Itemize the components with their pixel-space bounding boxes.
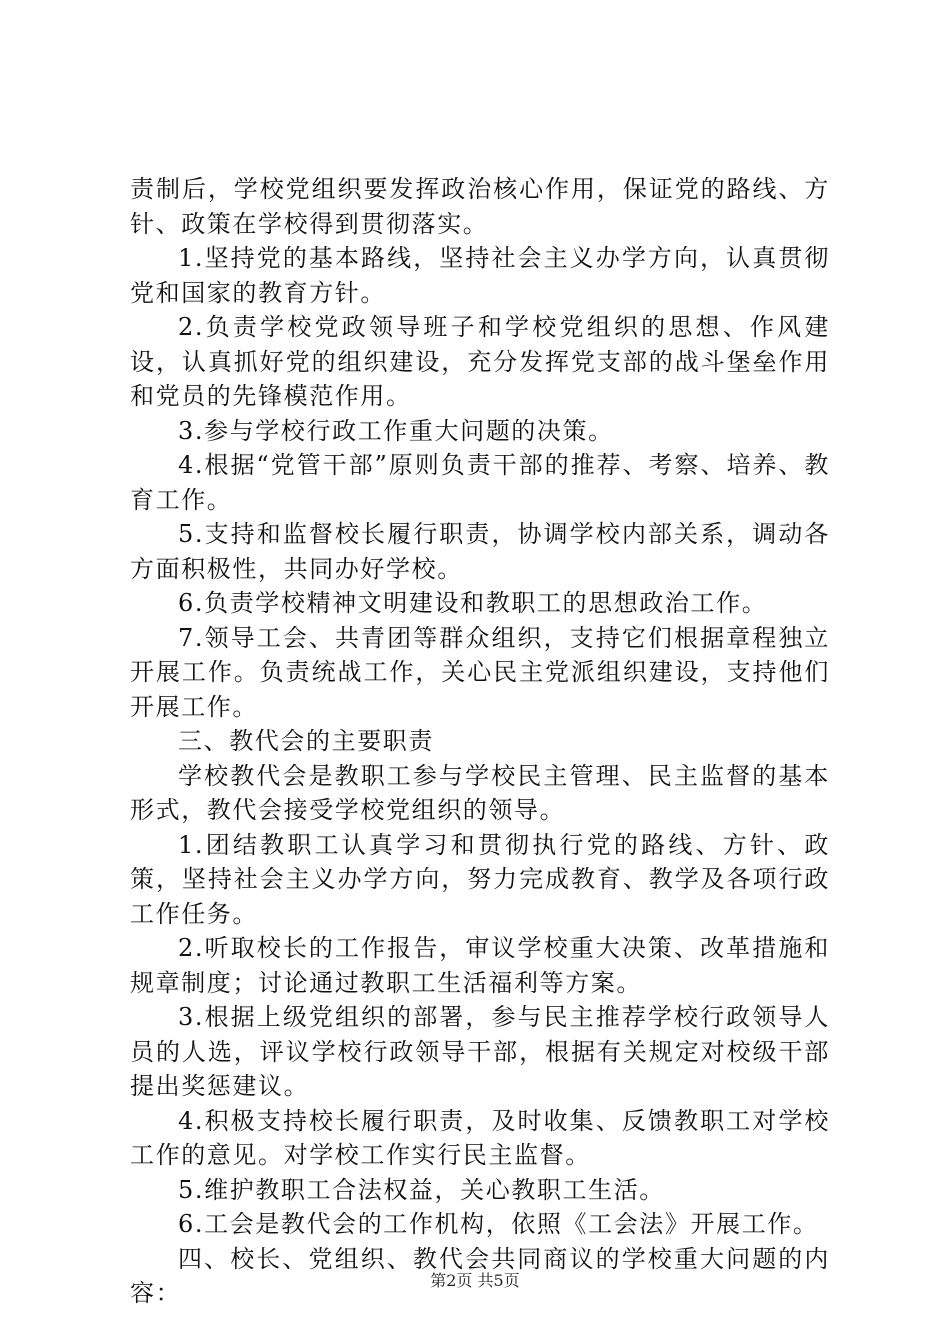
paragraph: 5.维护教职工合法权益，关心教职工生活。 [178,1175,665,1204]
paragraph: 2.听取校长的工作报告，审议学校重大决策、改革措施和规章制度；讨论通过教职工生活福利等方案。 [130,934,830,997]
paragraph: 7.领导工会、共青团等群众组织，支持它们根据章程独立开展工作。负责统战工作，关心民主党派组织建设，支持他们开展工作。 [130,623,830,721]
page-footer: 第2页 共5页 [430,1271,520,1290]
section-heading: 四、校长、党组织、教代会共同商议的学校重大问题的内容： [130,1244,830,1307]
paragraph: 责制后，学校党组织要发挥政治核心作用，保证党的路线、方针、政策在学校得到贯彻落实。 [130,175,830,238]
paragraph: 6.负责学校精神文明建设和教职工的思想政治工作。 [178,589,768,617]
paragraph: 6.工会是教代会的工作机构，依照《工会法》开展工作。 [178,1210,819,1238]
section-heading: 三、教代会的主要职责 [178,727,434,755]
paragraph: 1.坚持党的基本路线，坚持社会主义办学方向，认真贯彻党和国家的教育方针。 [130,244,830,307]
paragraph: 学校教代会是教职工参与学校民主管理、民主监督的基本形式，教代会接受学校党组织的领导。 [130,761,830,824]
paragraph: 1.团结教职工认真学习和贯彻执行党的路线、方针、政策，坚持社会主义办学方向，努力完成教育、教学及各项行政工作任务。 [130,830,830,928]
paragraph: 4.根据“党管干部”原则负责干部的推荐、考察、培养、教育工作。 [130,451,830,514]
document-body [130,172,830,1311]
paragraph: 3.参与学校行政工作重大问题的决策。 [178,416,614,445]
paragraph: 2.负责学校党政领导班子和学校党组织的思想、作风建设，认真抓好党的组织建设，充分发挥党支部的战斗堡垒作用和党员的先锋模范作用。 [130,313,830,410]
paragraph: 5.支持和监督校长履行职责，协调学校内部关系，调动各方面积极性，共同办好学校。 [130,520,830,583]
paragraph: 4.积极支持校长履行职责，及时收集、反馈教职工对学校工作的意见。对学校工作实行民主监督。 [130,1106,830,1169]
paragraph: 3.根据上级党组织的部署，参与民主推荐学校行政领导人员的人选，评议学校行政领导干部，根据有关规定对校级干部提出奖惩建议。 [130,1003,830,1100]
